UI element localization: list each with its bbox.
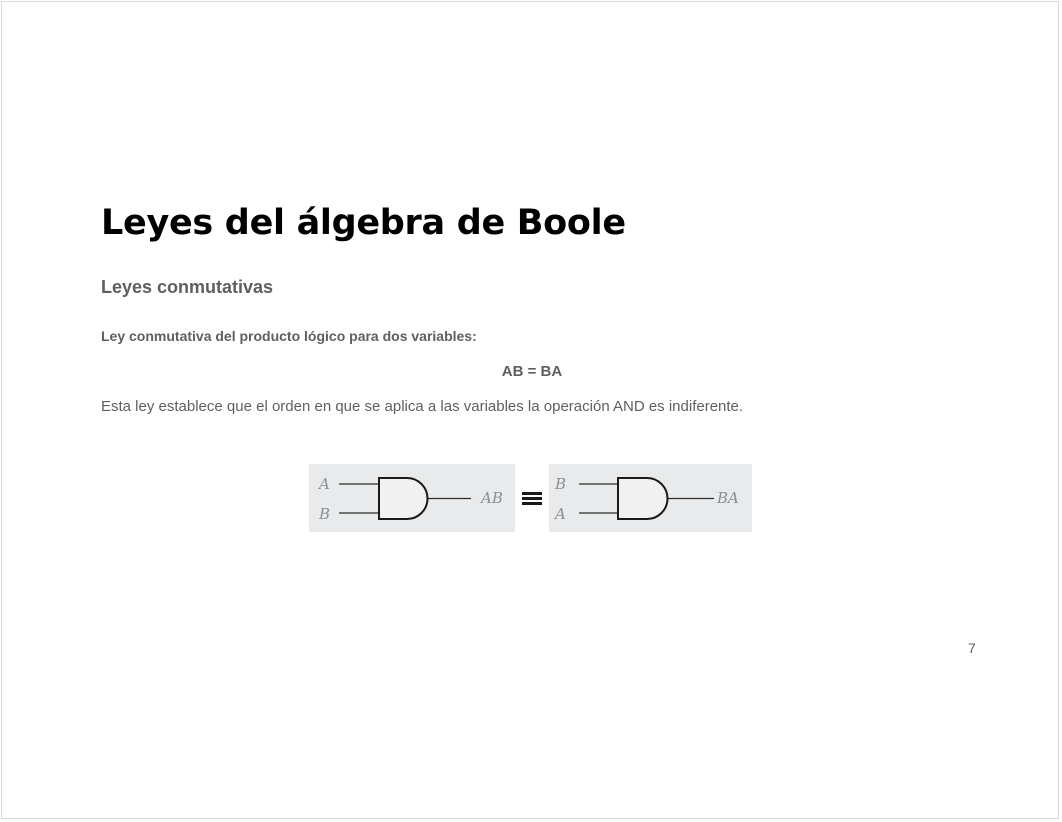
slide [1, 1, 1059, 819]
left-gate-output: AB [481, 489, 503, 507]
right-gate-input-bottom: A [555, 505, 566, 523]
law-description: Esta ley establece que el orden en que se aplica a las variables la operación AND es indiferente. [101, 398, 744, 415]
page-title: Leyes del álgebra de Boole [101, 203, 626, 243]
law-heading: Ley conmutativa del producto lógico para dos variables: [101, 328, 477, 344]
right-gate-output: BA [717, 489, 739, 507]
equivalence-icon [520, 486, 544, 510]
left-gate-input-bottom: B [319, 505, 331, 523]
and-gate-icon [549, 464, 752, 532]
right-gate-input-top: B [555, 475, 567, 493]
gate-panel-right [549, 464, 752, 532]
gate-panel-left [309, 464, 515, 532]
and-gate-icon [309, 464, 515, 532]
and-gate-equivalence-figure [309, 464, 754, 534]
page-number: 7 [968, 640, 976, 656]
equation: AB = BA [501, 363, 563, 380]
left-gate-input-top: A [319, 475, 330, 493]
section-subtitle: Leyes conmutativas [101, 277, 274, 297]
